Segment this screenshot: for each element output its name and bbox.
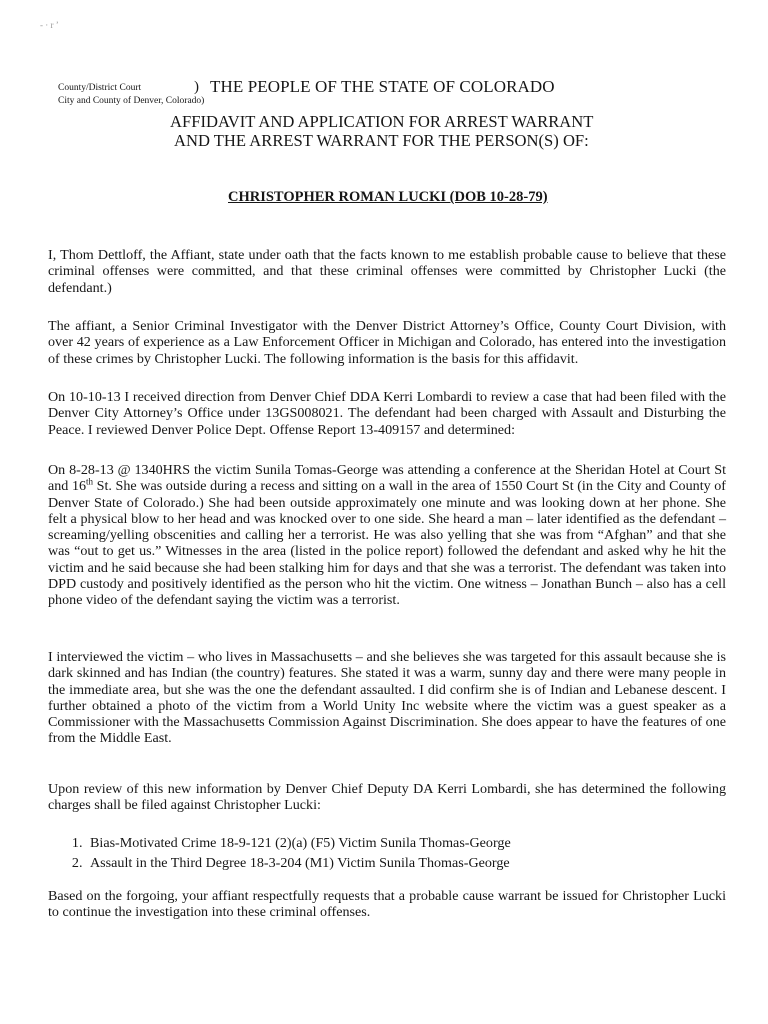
incident-superscript: th [86,476,94,487]
closing-paragraph: Based on the forgoing, your affiant respectfully requests that a probable cause warrant be issued for Christopher Lucki to continue the investigation into these criminal offenses. [48,888,726,921]
caption-paren: ) [194,79,199,95]
oath-paragraph: I, Thom Dettloff, the Affiant, state under oath that the facts known to me establish probable cause to believe that these criminal offenses were committed, and that these criminal offenses were committed by Christopher Lucki (the defendant.) [48,247,726,296]
interview-paragraph: I interviewed the victim – who lives in Massachusetts – and she believes she was targeted for this assault because she is dark skinned and has Indian (the country) features. She stated it was a warm, sunny day and there were many people in the immediate area, but she was the one the defendant assaulted. I did confirm she is of Indian and Lebanese descent. I further obtained a photo of the victim from a World Unity Inc website where the victim was a guest speaker as a Commissioner with the Massachusetts Commission Against Discrimination. She does appear to have the features of one from the Middle East. [48,649,726,747]
charge-item: 2. Assault in the Third Degree 18-3-204 (M1) Victim Sunila Thomas-George [86,853,511,873]
affiant-paragraph: The affiant, a Senior Criminal Investigator with the Denver District Attorney’s Office, County Court Division, with over 42 years of experience as a Law Enforcement Officer in Michigan and Colorado, has entered into the investigation of these crimes by Christopher Lucki. The following information is the basis for this affidavit. [48,318,726,367]
charge-item: 1. Bias-Motivated Crime 18-9-121 (2)(a) (F5) Victim Sunila Thomas-George [86,833,511,853]
title-line-2: AND THE ARREST WARRANT FOR THE PERSON(S) OF: [174,131,589,150]
court-line-1: County/District Court [58,83,142,93]
scan-speck: - · r ’ [40,20,59,30]
defendant-name: CHRISTOPHER ROMAN LUCKI (DOB 10-28-79) [228,189,548,205]
direction-paragraph: On 10-10-13 I received direction from Denver Chief DDA Kerri Lombardi to review a case that had been filed with the Denver City Attorney’s Office under 13GS008021. The defendant had been charged with Assault and Disturbing the Peace. I reviewed Denver Police Dept. Offense Report 13-409157 and determined: [48,389,726,438]
incident-text-2: St. She was outside during a recess and sitting on a wall in the area of 1550 Court St (in the City and County of Denver State of Colorado.) She had been outside approximately one minute and was looking down at her phone. She felt a physical blow to her head and was knocked over to one side. She heard a man – later identified as the defendant – screaming/yelling obscenities and calling her a terrorist. He was also yelling that she was from “Afghan” and that she was “out to get us.” Witnesses in the area (listed in the police report) followed the defendant and asked why he hit the victim and he said because she had been stalking him for days and that she was a terrorist. The defendant was taken into DPD custody and positively identified as the person who hit the victim. One witness – Jonathan Bunch – also has a cell phone video of the defendant saying the victim was a terrorist. [48,478,726,609]
review-paragraph: Upon review of this new information by Denver Chief Deputy DA Kerri Lombardi, she has determined the following charges shall be filed against Christopher Lucki: [48,781,726,814]
incident-text-1: On 8-28-13 @ 1340HRS the victim Sunila Tomas-George was attending a conference at the Sheridan Hotel at Court St and 16 [48,462,726,495]
people-caption: THE PEOPLE OF THE STATE OF COLORADO [210,77,555,96]
charges-list [60,833,511,873]
title-line-1: AFFIDAVIT AND APPLICATION FOR ARREST WARRANT [170,112,594,131]
incident-paragraph [48,462,726,609]
court-line-2: City and County of Denver, Colorado) [58,96,205,106]
